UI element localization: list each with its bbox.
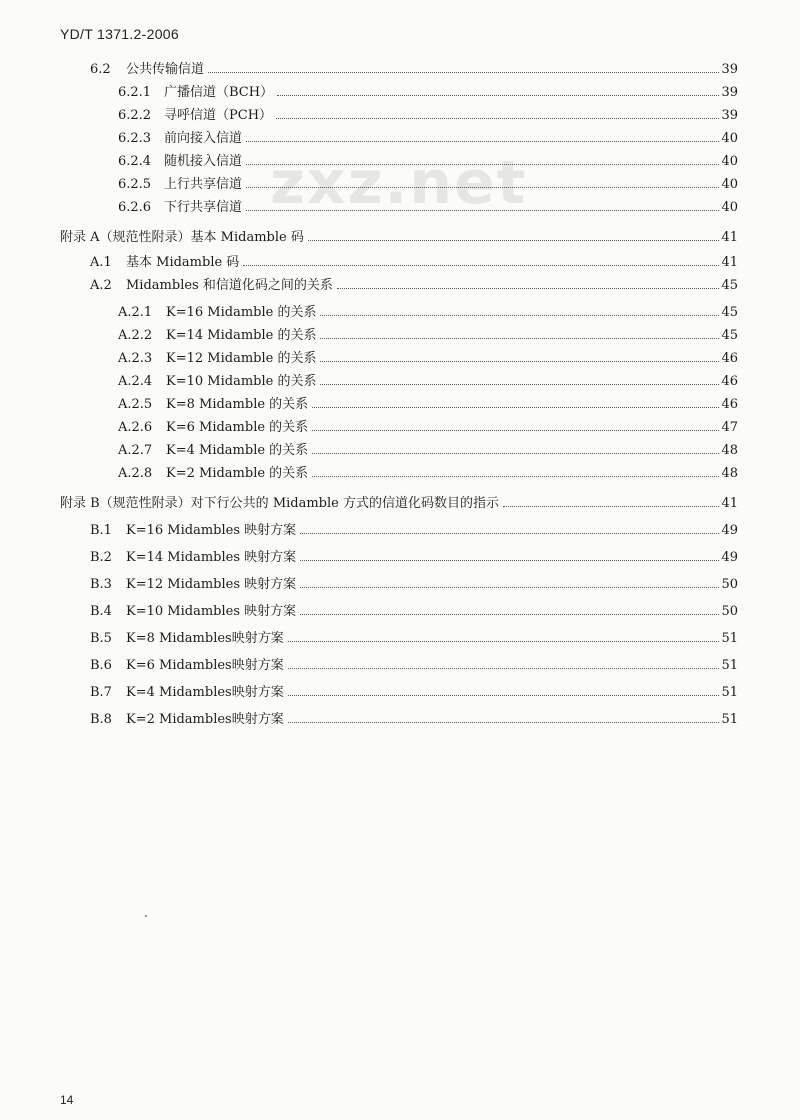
toc-entry-page: 49 (721, 523, 738, 538)
toc-entry-number: A.2.8 (118, 466, 153, 481)
toc-dot-leader (288, 695, 720, 696)
toc-entry-number: B.2 (90, 550, 112, 565)
toc-entry[interactable] (60, 496, 738, 512)
toc-entry-number: A.2.1 (118, 305, 153, 320)
toc-entry-page: 46 (721, 351, 738, 366)
toc-entry-title: 前向接入信道 (164, 131, 243, 146)
toc-dot-leader (312, 430, 719, 431)
toc-entry-title: 随机接入信道 (164, 154, 243, 169)
toc-entry-page: 48 (721, 466, 738, 481)
toc-entry[interactable] (118, 466, 738, 482)
toc-entry-number: 6.2.6 (118, 200, 152, 215)
toc-dot-leader (300, 587, 719, 588)
toc-entry-number: B.5 (90, 631, 112, 646)
toc-dot-leader (246, 210, 719, 211)
toc-dot-leader (246, 164, 719, 165)
toc-entry[interactable] (118, 85, 738, 101)
toc-entry[interactable] (118, 177, 738, 193)
toc-entry-title: K=10 Midamble 的关系 (166, 374, 317, 389)
toc-entry-page: 39 (721, 108, 738, 123)
toc-entry-number: A.1 (90, 255, 112, 270)
toc-entry-number: B.6 (90, 658, 112, 673)
toc-dot-leader (276, 118, 719, 119)
toc-dot-leader (312, 453, 719, 454)
toc-entry[interactable] (90, 577, 738, 593)
toc-entry-page: 48 (721, 443, 738, 458)
toc-entry-number: A.2.6 (118, 420, 153, 435)
toc-entry[interactable] (118, 443, 738, 459)
toc-entry-page: 41 (721, 496, 738, 511)
toc-entry-number: A.2 (90, 278, 112, 293)
toc-entry-page: 39 (721, 62, 738, 77)
toc-entry-page: 41 (721, 230, 738, 245)
toc-dot-leader (320, 338, 719, 339)
toc-dot-leader (320, 361, 719, 362)
toc-entry-page: 51 (721, 712, 738, 727)
toc-entry-page: 40 (721, 131, 738, 146)
toc-entry-page: 45 (721, 278, 738, 293)
toc-entry[interactable] (118, 305, 738, 321)
watermark: zxz.net (270, 148, 528, 218)
toc-dot-leader (300, 533, 719, 534)
toc-dot-leader (246, 187, 719, 188)
toc-dot-leader (503, 506, 719, 507)
toc-entry-title: K=4 Midamble 的关系 (166, 443, 309, 458)
toc-entry[interactable] (90, 550, 738, 566)
toc-dot-leader (277, 95, 719, 96)
toc-entry-page: 50 (721, 604, 738, 619)
toc-entry[interactable] (118, 200, 738, 216)
toc-entry[interactable] (90, 712, 738, 728)
toc-entry-title: K=16 Midamble 的关系 (166, 305, 317, 320)
toc-entry-title: K=8 Midamble 的关系 (166, 397, 309, 412)
toc-entry-title: K=12 Midambles 映射方案 (126, 577, 297, 592)
toc-entry-title: Midambles 和信道化码之间的关系 (126, 278, 333, 293)
toc-entry-number: 6.2.1 (118, 85, 152, 100)
toc-entry[interactable] (118, 374, 738, 390)
toc-entry[interactable] (90, 631, 738, 647)
toc-entry-title: 寻呼信道（PCH） (164, 108, 273, 123)
toc-dot-leader (246, 141, 719, 142)
toc-entry[interactable] (90, 685, 738, 701)
toc-entry-page: 51 (721, 685, 738, 700)
toc-entry-page: 40 (721, 154, 738, 169)
toc-entry-title: 附录 A（规范性附录）基本 Midamble 码 (60, 230, 304, 245)
toc-entry-title: K=2 Midambles映射方案 (126, 712, 284, 727)
toc-entry[interactable] (90, 523, 738, 539)
toc-entry-number: A.2.2 (118, 328, 153, 343)
toc-entry[interactable] (90, 604, 738, 620)
toc-entry-number: B.7 (90, 685, 112, 700)
toc-entry-page: 46 (721, 374, 738, 389)
toc-entry-number: 6.2 (90, 62, 111, 77)
toc-entry-page: 49 (721, 550, 738, 565)
toc-entry-number: B.8 (90, 712, 112, 727)
toc-entry-page: 47 (721, 420, 738, 435)
toc-dot-leader (320, 384, 719, 385)
toc-entry[interactable] (118, 131, 738, 147)
toc-entry-title: 下行共享信道 (164, 200, 243, 215)
toc-entry[interactable] (118, 351, 738, 367)
toc-dot-leader (288, 722, 720, 723)
toc-entry-number: 6.2.3 (118, 131, 152, 146)
page-number: 14 (60, 1093, 74, 1107)
toc-entry-number: B.1 (90, 523, 112, 538)
toc-entry-page: 41 (721, 255, 738, 270)
toc-entry-number: A.2.7 (118, 443, 153, 458)
toc-entry-page: 50 (721, 577, 738, 592)
toc-dot-leader (208, 72, 719, 73)
scan-speck (145, 915, 147, 917)
toc-entry[interactable] (90, 278, 738, 294)
toc-entry-page: 45 (721, 305, 738, 320)
toc-entry-title: 广播信道（BCH） (164, 85, 274, 100)
toc-entry-number: B.3 (90, 577, 112, 592)
toc-entry[interactable] (118, 328, 738, 344)
toc-entry-page: 45 (721, 328, 738, 343)
toc-entry[interactable] (118, 397, 738, 413)
toc-dot-leader (243, 265, 719, 266)
toc-entry-number: 6.2.5 (118, 177, 152, 192)
toc-entry-title: 上行共享信道 (164, 177, 243, 192)
toc-entry-number: A.2.4 (118, 374, 153, 389)
toc-entry-title: K=6 Midambles映射方案 (126, 658, 284, 673)
toc-entry[interactable] (118, 108, 738, 124)
toc-entry-page: 40 (721, 200, 738, 215)
toc-entry-title: K=14 Midambles 映射方案 (126, 550, 297, 565)
toc-entry-page: 51 (721, 658, 738, 673)
toc-entry-page: 39 (721, 85, 738, 100)
toc-entry-title: K=16 Midambles 映射方案 (126, 523, 297, 538)
toc-entry-title: K=4 Midambles映射方案 (126, 685, 284, 700)
toc-entry-title: K=2 Midamble 的关系 (166, 466, 309, 481)
toc-entry[interactable] (60, 230, 738, 246)
toc-dot-leader (337, 288, 720, 289)
toc-entry-title: K=10 Midambles 映射方案 (126, 604, 297, 619)
toc-entry[interactable] (118, 420, 738, 436)
toc-dot-leader (320, 315, 719, 316)
toc-dot-leader (308, 240, 720, 241)
toc-entry-title: K=6 Midamble 的关系 (166, 420, 309, 435)
toc-entry-number: 6.2.2 (118, 108, 152, 123)
toc-entry[interactable] (118, 154, 738, 170)
toc-entry-title: 公共传输信道 (126, 62, 205, 77)
document-code: YD/T 1371.2-2006 (60, 26, 179, 42)
toc-dot-leader (300, 614, 719, 615)
toc-entry[interactable] (90, 255, 738, 271)
toc-entry-number: B.4 (90, 604, 112, 619)
toc-entry[interactable] (90, 62, 738, 78)
toc-entry-title: 附录 B（规范性附录）对下行公共的 Midamble 方式的信道化码数目的指示 (60, 496, 499, 511)
toc-entry-number: 6.2.4 (118, 154, 152, 169)
toc-entry-title: K=14 Midamble 的关系 (166, 328, 317, 343)
toc-dot-leader (312, 476, 719, 477)
toc-entry-number: A.2.3 (118, 351, 153, 366)
toc-entry-title: K=8 Midambles映射方案 (126, 631, 284, 646)
toc-entry-page: 46 (721, 397, 738, 412)
toc-entry-title: 基本 Midamble 码 (126, 255, 240, 270)
toc-dot-leader (312, 407, 719, 408)
toc-dot-leader (300, 560, 719, 561)
toc-entry-title: K=12 Midamble 的关系 (166, 351, 317, 366)
toc-entry-number: A.2.5 (118, 397, 153, 412)
toc-entry[interactable] (90, 658, 738, 674)
toc-entry-page: 40 (721, 177, 738, 192)
toc-entry-page: 51 (721, 631, 738, 646)
toc-dot-leader (288, 668, 720, 669)
toc-dot-leader (288, 641, 720, 642)
